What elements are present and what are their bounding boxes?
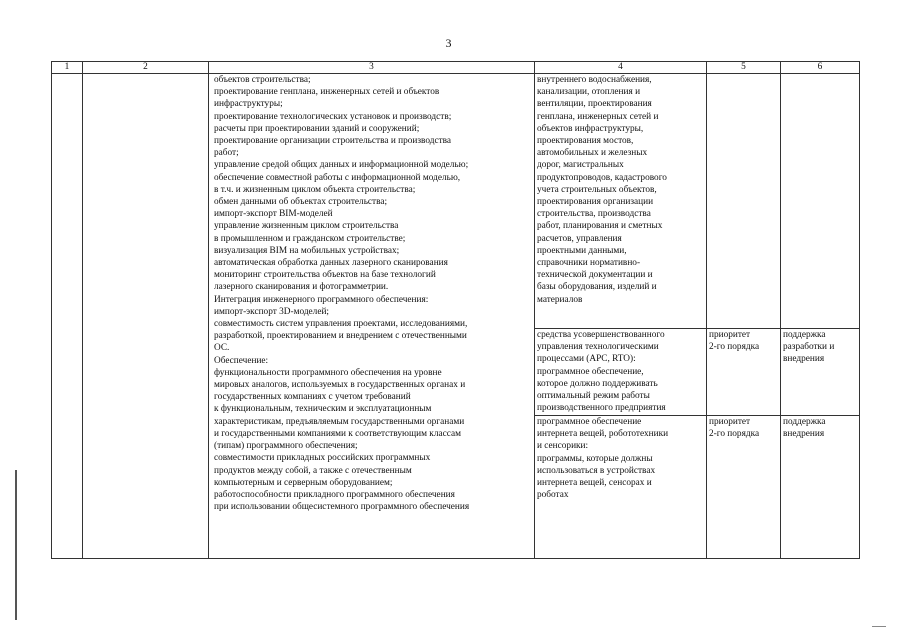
- text-line: мониторинг строительства объектов на базе технологий: [214, 270, 436, 281]
- text-line: которое должно поддерживать: [537, 378, 658, 389]
- text-line: проектирование генплана, инженерных сетей и объектов: [214, 87, 440, 98]
- text-line: функциональности программного обеспечения на уровне: [214, 367, 442, 378]
- cell-support-empty: [781, 74, 860, 329]
- cell-requirements-text: [209, 74, 535, 559]
- text-line: внедрения: [783, 429, 825, 440]
- text-line: государственных компаниях с учетом требований: [214, 392, 411, 403]
- text-line: технической документации и: [537, 270, 653, 281]
- text-line: поддержка: [783, 417, 826, 427]
- text-line: к функциональным, техническим и эксплуатационным: [214, 404, 432, 415]
- text-line: интернета вещей, робототехники: [537, 429, 669, 440]
- text-line: характеристикам, предъявляемым государственными органами: [214, 416, 465, 427]
- scan-dash-mark: [872, 626, 886, 627]
- text-line: проектирование организации строительства и производства: [214, 136, 452, 147]
- text-line: проектирования мостов,: [537, 136, 634, 147]
- text-line: приоритет: [709, 330, 751, 340]
- column-number-4: 4: [535, 62, 707, 74]
- text-line: обмен данными об объектах строительства;: [214, 197, 388, 208]
- table-header-row: [52, 62, 860, 74]
- column-number-1: 1: [52, 62, 83, 74]
- text-line: материалов: [537, 294, 583, 305]
- text-line: разработкой, проектированием и внедрением с отечественными: [214, 331, 467, 342]
- text-line: управление жизненным циклом строительства: [214, 221, 399, 232]
- requirements-table: [51, 61, 860, 559]
- page-number: 3: [445, 36, 452, 50]
- text-line: обеспечение совместной работы с информационной моделью,: [214, 172, 461, 183]
- text-line: продуктопроводов, кадастрового: [537, 172, 667, 183]
- cell-support-type: [781, 329, 860, 416]
- cell-priority: [707, 329, 781, 416]
- text-line: справочники нормативно-: [537, 258, 641, 269]
- text-line: программное обеспечение,: [537, 366, 644, 377]
- text-line: учета строительных объектов,: [537, 184, 657, 195]
- text-line: программное обеспечение: [537, 417, 642, 427]
- text-line: Интеграция инженерного программного обеспечения:: [214, 294, 429, 305]
- cell-software-description: [535, 74, 707, 329]
- text-line: работ, планирования и сметных: [537, 221, 663, 232]
- text-line: мировых аналогов, используемых в государственных органах и: [214, 380, 466, 391]
- text-line: внутреннего водоснабжения,: [537, 75, 652, 85]
- text-line: и государственными компаниями к соответствующим классам: [214, 428, 461, 439]
- text-line: вентиляции, проектирования: [537, 99, 652, 110]
- text-line: и сенсорики:: [537, 441, 589, 452]
- text-line: поддержка: [783, 330, 826, 340]
- text-line: внедрения: [783, 354, 825, 365]
- text-line: процессами (APC, RTO):: [537, 354, 636, 365]
- text-line: 2-го порядка: [709, 429, 760, 440]
- text-line: инфраструктуры;: [214, 99, 283, 110]
- text-line: управления технологическими: [537, 342, 659, 353]
- text-line: проектирование технологических установок и производств;: [214, 111, 452, 122]
- text-line: Обеспечение:: [214, 355, 269, 366]
- text-line: объектов строительства;: [214, 75, 311, 85]
- text-line: средства усовершенствованного: [537, 330, 665, 340]
- text-line: производственного предприятия: [537, 403, 666, 414]
- cell-priority-empty: [707, 74, 781, 329]
- cell-priority: [707, 416, 781, 559]
- cell-iot-description: [535, 416, 707, 559]
- text-line: расчеты при проектировании зданий и сооружений;: [214, 123, 420, 134]
- text-line: расчетов, управления: [537, 233, 622, 244]
- cell-col2: [83, 74, 209, 559]
- text-line: канализации, отопления и: [537, 87, 641, 98]
- text-line: строительства, производства: [537, 209, 651, 220]
- text-line: при использовании общесистемного программного обеспечения: [214, 502, 470, 513]
- text-line: в промышленном и гражданском строительстве;: [214, 233, 406, 244]
- text-line: базы оборудования, изделий и: [537, 282, 657, 293]
- text-line: управление средой общих данных и информационной моделью;: [214, 160, 469, 171]
- text-line: 2-го порядка: [709, 342, 760, 353]
- scan-margin-mark: [15, 470, 17, 620]
- text-line: визуализация BIM на мобильных устройствах;: [214, 245, 400, 256]
- text-line: разработки и: [783, 342, 835, 353]
- text-line: объектов инфраструктуры,: [537, 123, 644, 134]
- cell-apc-rto-description: [535, 329, 707, 416]
- text-line: использоваться в устройствах: [537, 465, 656, 476]
- cell-support-type: [781, 416, 860, 559]
- text-line: в т.ч. и жизненным циклом объекта строительства;: [214, 184, 416, 195]
- text-line: (типам) программного обеспечения;: [214, 441, 358, 452]
- text-line: интернета вещей, сенсорах и: [537, 478, 652, 489]
- text-line: программы, которые должны: [537, 453, 653, 464]
- text-line: приоритет: [709, 417, 751, 427]
- text-line: совместимости прикладных российских программных: [214, 453, 431, 464]
- text-line: продуктов между собой, а также с отечественным: [214, 465, 412, 476]
- text-line: лазерного сканирования и фотограмметрии.: [214, 282, 389, 293]
- text-line: автоматическая обработка данных лазерного сканирования: [214, 258, 448, 269]
- table-row: [52, 74, 860, 329]
- text-line: проектными данными,: [537, 245, 627, 256]
- text-line: генплана, инженерных сетей и: [537, 111, 659, 122]
- text-line: работ;: [214, 148, 239, 159]
- text-line: ОС.: [214, 343, 230, 354]
- column-number-5: 5: [707, 62, 781, 74]
- column-number-6: 6: [781, 62, 860, 74]
- text-line: импорт-экспорт BIM-моделей: [214, 209, 333, 220]
- text-line: оптимальный режим работы: [537, 391, 650, 402]
- text-line: компьютерным и серверным оборудованием;: [214, 477, 393, 488]
- column-number-2: 2: [83, 62, 209, 74]
- text-line: совместимость систем управления проектами, исследованиями,: [214, 319, 468, 330]
- text-line: дорог, магистральных: [537, 160, 624, 171]
- text-line: импорт-экспорт 3D-моделей;: [214, 306, 330, 317]
- requirements-lines: [211, 74, 532, 513]
- text-line: автомобильных и железных: [537, 148, 648, 159]
- text-line: работоспособности прикладного программного обеспечения: [214, 489, 455, 500]
- text-line: роботах: [537, 490, 569, 501]
- column-number-3: 3: [209, 62, 535, 74]
- cell-col1: [52, 74, 83, 559]
- text-line: проектирования организации: [537, 197, 654, 208]
